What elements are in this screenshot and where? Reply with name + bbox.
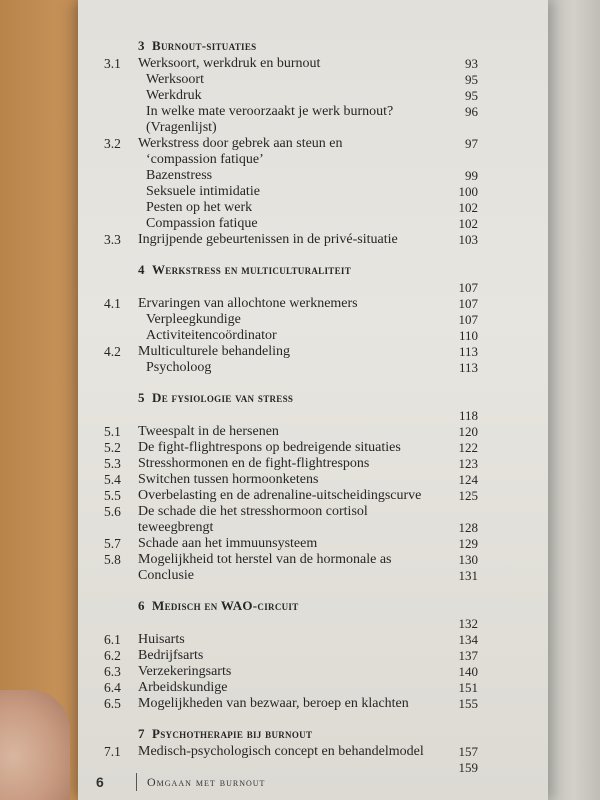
toc-chapter bbox=[104, 598, 478, 712]
toc-entry bbox=[104, 136, 478, 152]
entry-page-number: 140 bbox=[458, 664, 478, 679]
entry-page-number: 99 bbox=[465, 168, 478, 183]
chapter-heading bbox=[104, 726, 478, 742]
entry-page-number: 93 bbox=[465, 56, 478, 71]
entry-title: ‘compassion fatique’ bbox=[146, 152, 264, 167]
entry-page-number: 130 bbox=[458, 552, 478, 567]
entry-page-number: 107 bbox=[458, 296, 478, 311]
thumb bbox=[0, 690, 70, 800]
footer-separator bbox=[136, 773, 137, 791]
entry-title: Ervaringen van allochtone werknemers bbox=[138, 296, 358, 311]
toc-entry bbox=[104, 440, 478, 456]
toc-entry bbox=[104, 200, 478, 216]
entry-page-number: 120 bbox=[458, 424, 478, 439]
entry-title: Huisarts bbox=[138, 632, 185, 647]
entry-number: 7.1 bbox=[104, 744, 121, 759]
toc-entry bbox=[104, 56, 478, 72]
entry-number bbox=[104, 520, 138, 536]
entry-page-number: 113 bbox=[458, 344, 478, 359]
toc-entry bbox=[104, 680, 478, 696]
entry-page-number: 157 159 bbox=[458, 744, 478, 775]
entry-page-number: 96 bbox=[465, 104, 478, 119]
entry-title: Ingrijpende gebeurtenissen in de privé-situatie bbox=[138, 232, 398, 247]
entry-page-number: 125 bbox=[458, 488, 478, 503]
entry-title: Schade aan het immuunsysteem bbox=[138, 536, 318, 551]
entry-page-number: 134 bbox=[458, 632, 478, 647]
entry-title: Werksoort bbox=[146, 72, 204, 87]
entry-number bbox=[104, 408, 138, 424]
entry-title: Multiculturele behandeling bbox=[138, 344, 291, 359]
entry-title: Werkstress door gebrek aan steun en bbox=[138, 136, 343, 151]
entry-page-number: 129 bbox=[458, 536, 478, 551]
toc-entry bbox=[104, 552, 478, 568]
entry-number bbox=[104, 104, 138, 120]
toc-entry bbox=[104, 536, 478, 552]
entry-page-number: 107 bbox=[458, 312, 478, 327]
chapter-number: 5 bbox=[138, 390, 145, 405]
entry-page-number: 131 bbox=[458, 568, 478, 583]
chapter-heading bbox=[104, 38, 478, 54]
entry-title: Mogelijkheid tot herstel van de hormonale as bbox=[138, 552, 392, 567]
chapter-number: 7 bbox=[138, 726, 145, 741]
toc-entry bbox=[104, 424, 478, 440]
toc-entry bbox=[104, 184, 478, 200]
entry-page-number: 103 bbox=[458, 232, 478, 247]
toc-chapter bbox=[104, 726, 478, 776]
entry-title: De schade die het stresshormoon cortisol bbox=[138, 504, 368, 519]
chapter-number: 6 bbox=[138, 598, 145, 613]
entry-number: 5.3 bbox=[104, 456, 121, 471]
entry-number bbox=[104, 312, 138, 328]
chapter-title: De fysiologie van stress bbox=[152, 390, 294, 405]
chapter-heading bbox=[104, 390, 478, 406]
toc-entry bbox=[104, 360, 478, 376]
entry-title bbox=[138, 280, 444, 296]
footer-page-number: 6 bbox=[96, 774, 104, 790]
entry-number: 4.2 bbox=[104, 344, 121, 359]
toc-chapter bbox=[104, 262, 478, 376]
entry-title: Medisch-psychologisch concept en behandelmodel bbox=[138, 744, 424, 759]
entry-title: De fight-flightrespons op bedreigende situaties bbox=[138, 440, 401, 455]
entry-title: Overbelasting en de adrenaline-uitscheidingscurve bbox=[138, 488, 422, 503]
chapter-heading bbox=[104, 262, 478, 278]
entry-page-number: 95 bbox=[465, 72, 478, 87]
toc-chapter bbox=[104, 38, 478, 248]
entry-number: 5.8 bbox=[104, 552, 121, 567]
entry-title: Seksuele intimidatie bbox=[146, 184, 260, 199]
entry-number bbox=[104, 280, 138, 296]
toc-entry bbox=[104, 696, 478, 712]
page-footer bbox=[96, 770, 296, 794]
entry-number: 6.3 bbox=[104, 664, 121, 679]
toc-entry bbox=[104, 328, 478, 344]
entry-page-number: 155 bbox=[458, 696, 478, 711]
entry-title: Werksoort, werkdruk en burnout bbox=[138, 56, 321, 71]
chapter-number: 4 bbox=[138, 262, 145, 277]
entry-number: 6.1 bbox=[104, 632, 121, 647]
entry-number: 3.2 bbox=[104, 136, 121, 151]
entry-number bbox=[104, 616, 138, 632]
entry-title: Verpleegkundige bbox=[146, 312, 241, 327]
adjacent-page-edge bbox=[548, 0, 600, 800]
toc-entry bbox=[104, 456, 478, 472]
entry-title bbox=[138, 408, 444, 424]
entry-number bbox=[104, 568, 138, 584]
entry-number: 3.1 bbox=[104, 56, 121, 71]
entry-number: 3.3 bbox=[104, 232, 121, 247]
entry-page-number: 151 bbox=[458, 680, 478, 695]
entry-page-number: 107 bbox=[458, 280, 478, 295]
entry-title bbox=[138, 616, 444, 632]
toc-entry bbox=[104, 312, 478, 328]
entry-number bbox=[104, 360, 138, 376]
chapter-heading bbox=[104, 598, 478, 614]
toc-entry bbox=[104, 568, 478, 584]
entry-number: 6.4 bbox=[104, 680, 121, 695]
toc-entry bbox=[104, 296, 478, 312]
entry-page-number: 124 bbox=[458, 472, 478, 487]
entry-title: (Vragenlijst) bbox=[146, 120, 217, 135]
entry-title: Conclusie bbox=[138, 568, 194, 583]
entry-title: Switchen tussen hormoonketens bbox=[138, 472, 319, 487]
toc-entry bbox=[104, 472, 478, 488]
entry-page-number: 123 bbox=[458, 456, 478, 471]
toc-entry bbox=[104, 72, 478, 88]
entry-page-number: 132 bbox=[458, 616, 478, 631]
entry-title: Stresshormonen en de fight-flightrespons bbox=[138, 456, 370, 471]
table-of-contents bbox=[104, 38, 478, 790]
entry-title: Arbeidskundige bbox=[138, 680, 228, 695]
entry-title: Pesten op het werk bbox=[146, 200, 253, 215]
entry-title: teweegbrengt bbox=[138, 520, 214, 535]
toc-chapter bbox=[104, 390, 478, 584]
toc-entry bbox=[104, 280, 478, 296]
entry-page-number: 102 bbox=[458, 216, 478, 231]
entry-title: Tweespalt in de hersenen bbox=[138, 424, 279, 439]
entry-title: Bedrijfsarts bbox=[138, 648, 204, 663]
entry-number bbox=[104, 88, 138, 104]
entry-page-number: 118 bbox=[458, 408, 478, 423]
toc-entry bbox=[104, 648, 478, 664]
entry-number bbox=[104, 120, 138, 136]
entry-number: 5.2 bbox=[104, 440, 121, 455]
toc-entry bbox=[104, 520, 478, 536]
entry-number: 6.5 bbox=[104, 696, 121, 711]
entry-number: 5.1 bbox=[104, 424, 121, 439]
entry-title: In welke mate veroorzaakt je werk burnout? bbox=[146, 104, 394, 119]
entry-page-number bbox=[444, 504, 478, 520]
entry-title: Compassion fatique bbox=[146, 216, 258, 231]
chapter-title: Psychotherapie bij burnout bbox=[152, 726, 313, 741]
entry-page-number bbox=[444, 120, 478, 136]
entry-number: 5.6 bbox=[104, 504, 121, 519]
entry-number: 4.1 bbox=[104, 296, 121, 311]
entry-number bbox=[104, 328, 138, 344]
toc-entry bbox=[104, 88, 478, 104]
chapter-number: 3 bbox=[138, 38, 145, 53]
footer-running-title: Omgaan met burnout bbox=[147, 774, 266, 789]
toc-entry bbox=[104, 408, 478, 424]
toc-entry bbox=[104, 504, 478, 520]
entry-number bbox=[104, 184, 138, 200]
entry-title: Psycholoog bbox=[146, 360, 212, 375]
entry-number: 5.4 bbox=[104, 472, 121, 487]
toc-entry bbox=[104, 104, 478, 120]
toc-entry bbox=[104, 232, 478, 248]
entry-title: Werkdruk bbox=[146, 88, 202, 103]
toc-entry bbox=[104, 216, 478, 232]
entry-number: 6.2 bbox=[104, 648, 121, 663]
toc-entry bbox=[104, 152, 478, 168]
toc-entry bbox=[104, 120, 478, 136]
entry-title: Activiteitencoördinator bbox=[146, 328, 277, 343]
toc-entry bbox=[104, 488, 478, 504]
chapter-title: Werkstress en multiculturaliteit bbox=[152, 262, 351, 277]
entry-number bbox=[104, 168, 138, 184]
entry-number bbox=[104, 200, 138, 216]
entry-page-number: 102 bbox=[458, 200, 478, 215]
entry-title: Bazenstress bbox=[146, 168, 213, 183]
entry-title: Verzekeringsarts bbox=[138, 664, 232, 679]
entry-page-number: 100 bbox=[458, 184, 478, 199]
entry-page-number: 110 bbox=[458, 328, 478, 343]
entry-number bbox=[104, 216, 138, 232]
toc-entry bbox=[104, 168, 478, 184]
chapter-title: Burnout-situaties bbox=[152, 38, 257, 53]
entry-number bbox=[104, 152, 138, 168]
entry-page-number bbox=[444, 152, 478, 168]
chapter-title: Medisch en WAO-circuit bbox=[152, 598, 299, 613]
toc-entry bbox=[104, 344, 478, 360]
entry-number: 5.7 bbox=[104, 536, 121, 551]
toc-entry bbox=[104, 664, 478, 680]
entry-page-number: 95 bbox=[465, 88, 478, 103]
entry-page-number: 113 bbox=[458, 360, 478, 375]
entry-page-number: 128 bbox=[458, 520, 478, 535]
entry-page-number: 137 bbox=[458, 648, 478, 663]
toc-entry bbox=[104, 616, 478, 632]
toc-entry bbox=[104, 632, 478, 648]
entry-page-number: 97 bbox=[465, 136, 478, 151]
entry-page-number: 122 bbox=[458, 440, 478, 455]
entry-title: Mogelijkheden van bezwaar, beroep en klachten bbox=[138, 696, 409, 711]
entry-number: 5.5 bbox=[104, 488, 121, 503]
entry-number bbox=[104, 72, 138, 88]
